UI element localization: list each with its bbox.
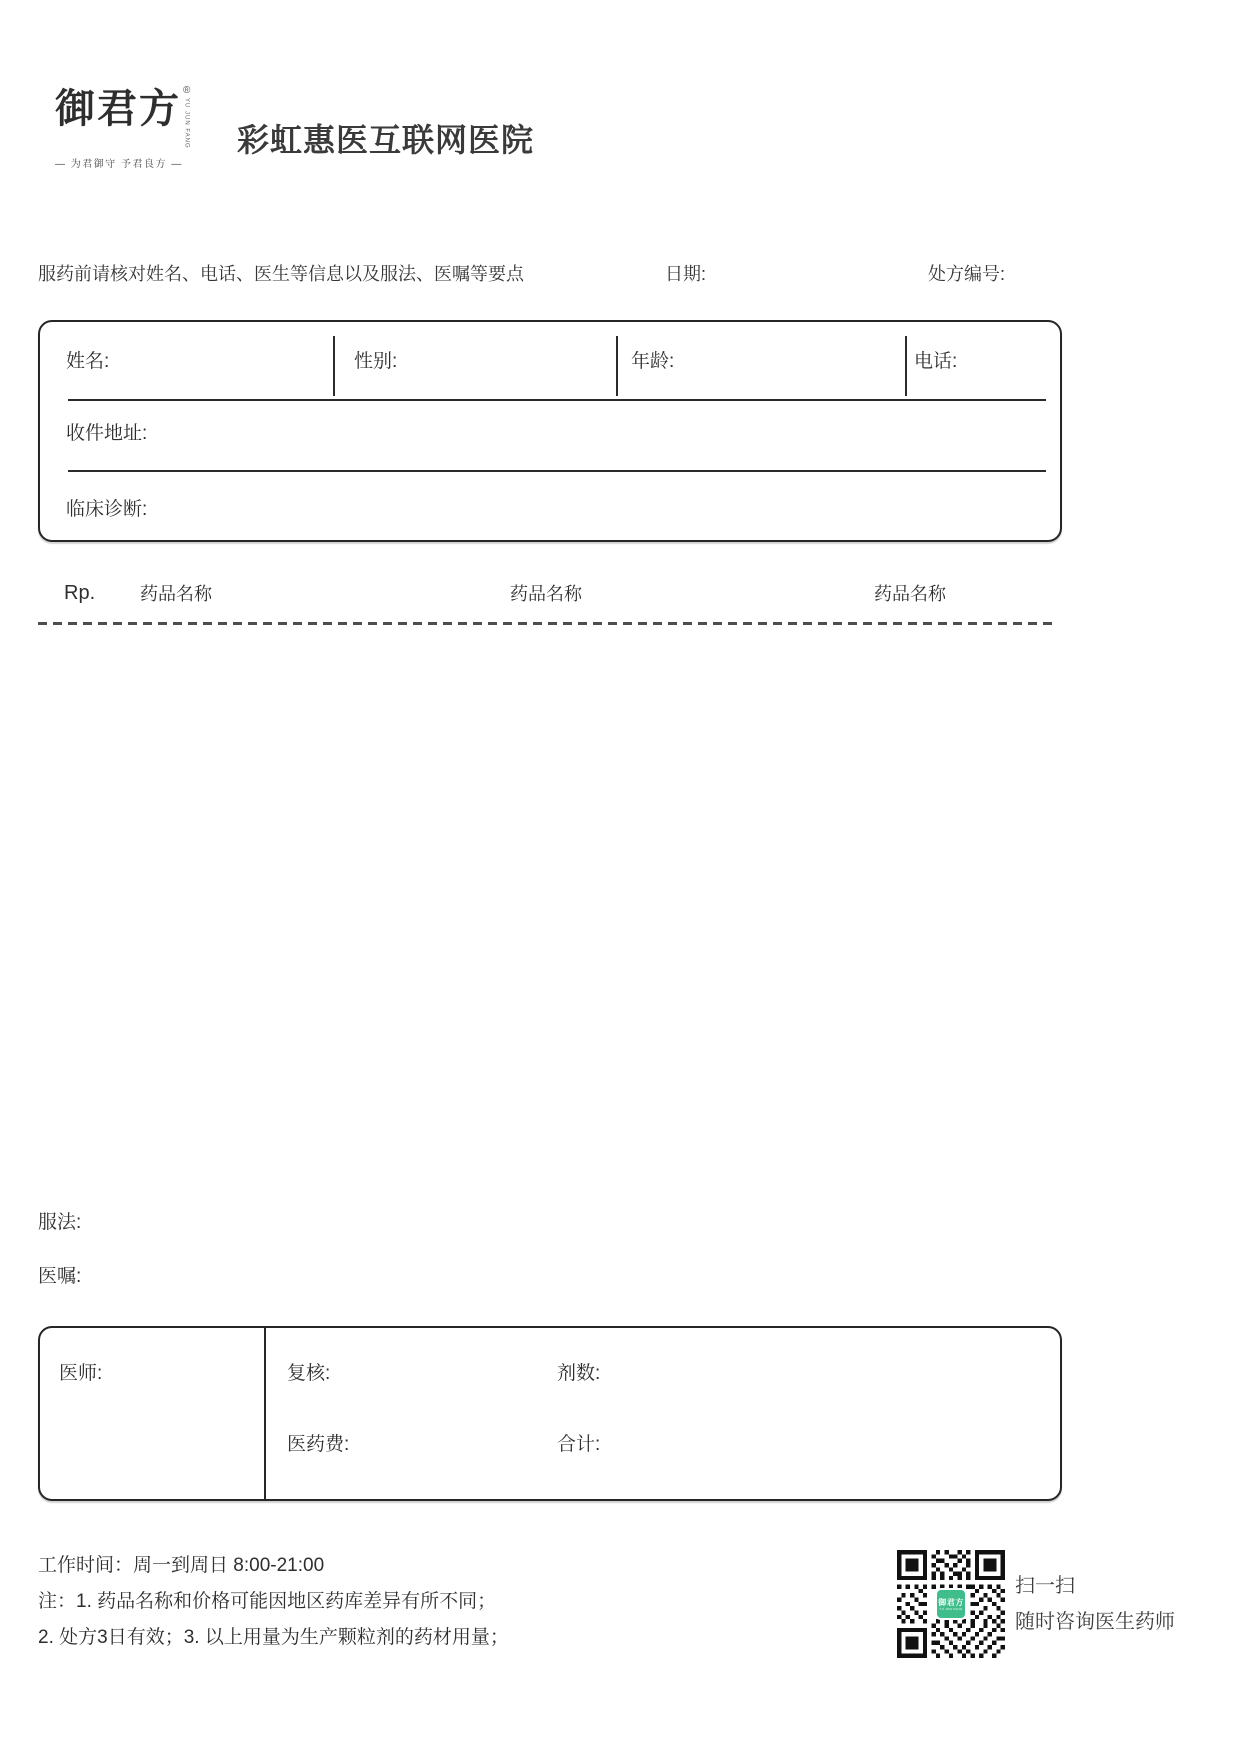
usage-label: 服法: xyxy=(38,1212,82,1233)
row-divider xyxy=(68,399,1046,401)
dashed-separator xyxy=(38,622,1058,625)
date-label: 日期: xyxy=(665,264,707,284)
dose-count-label: 剂数: xyxy=(557,1363,601,1384)
column-divider xyxy=(905,336,907,396)
patient-info-box xyxy=(38,320,1062,542)
advice-label: 医嘱: xyxy=(38,1266,82,1287)
qr-center-brand-subtext: YU JUN FANG xyxy=(939,1606,963,1611)
row-divider xyxy=(68,470,1046,472)
physician-label: 医师: xyxy=(59,1363,103,1384)
rp-label: Rp. xyxy=(64,582,96,604)
address-label: 收件地址: xyxy=(66,423,148,444)
drug-name-column-header: 药品名称 xyxy=(510,584,582,604)
age-label: 年龄: xyxy=(631,351,675,372)
brand-tagline: — 为君御守 予君良方 — xyxy=(55,158,183,170)
brand-logo-text: 御君方 xyxy=(55,85,181,132)
registered-trademark-icon: ® xyxy=(183,85,191,96)
hospital-name: 彩虹惠医互联网医院 xyxy=(237,122,535,158)
column-divider xyxy=(333,336,335,396)
total-label: 合计: xyxy=(557,1434,601,1455)
drug-name-column-header: 药品名称 xyxy=(140,584,212,604)
brand-logo-vertical-subtext: YU JUN FANG xyxy=(183,98,190,149)
medicine-fee-label: 医药费: xyxy=(287,1434,350,1455)
qr-center-brand-logo xyxy=(935,1588,967,1620)
scan-label: 扫一扫 xyxy=(1015,1575,1075,1597)
signature-box xyxy=(38,1326,1062,1501)
work-hours-text: 工作时间：周一到周日 8:00-21:00 xyxy=(38,1555,325,1576)
review-label: 复核: xyxy=(287,1363,331,1384)
qr-center-brand-text: 御君方 xyxy=(938,1597,964,1607)
qr-code xyxy=(897,1550,1005,1658)
note-line-1: 注：1. 药品名称和价格可能因地区药库差异有所不同； xyxy=(38,1591,497,1612)
column-divider xyxy=(264,1328,266,1499)
note-line-2: 2. 处方3日有效；3. 以上用量为生产颗粒剂的药材用量； xyxy=(38,1627,509,1648)
drug-name-column-header: 药品名称 xyxy=(874,584,946,604)
name-label: 姓名: xyxy=(66,351,110,372)
phone-label: 电话: xyxy=(914,351,958,372)
gender-label: 性别: xyxy=(354,351,398,372)
scan-description: 随时咨询医生药师 xyxy=(1015,1611,1175,1633)
rx-number-label: 处方编号: xyxy=(928,264,1006,284)
brand-logo xyxy=(55,86,195,170)
diagnosis-label: 临床诊断: xyxy=(66,499,148,520)
column-divider xyxy=(616,336,618,396)
check-reminder-text: 服药前请核对姓名、电话、医生等信息以及服法、医嘱等要点 xyxy=(38,264,524,284)
